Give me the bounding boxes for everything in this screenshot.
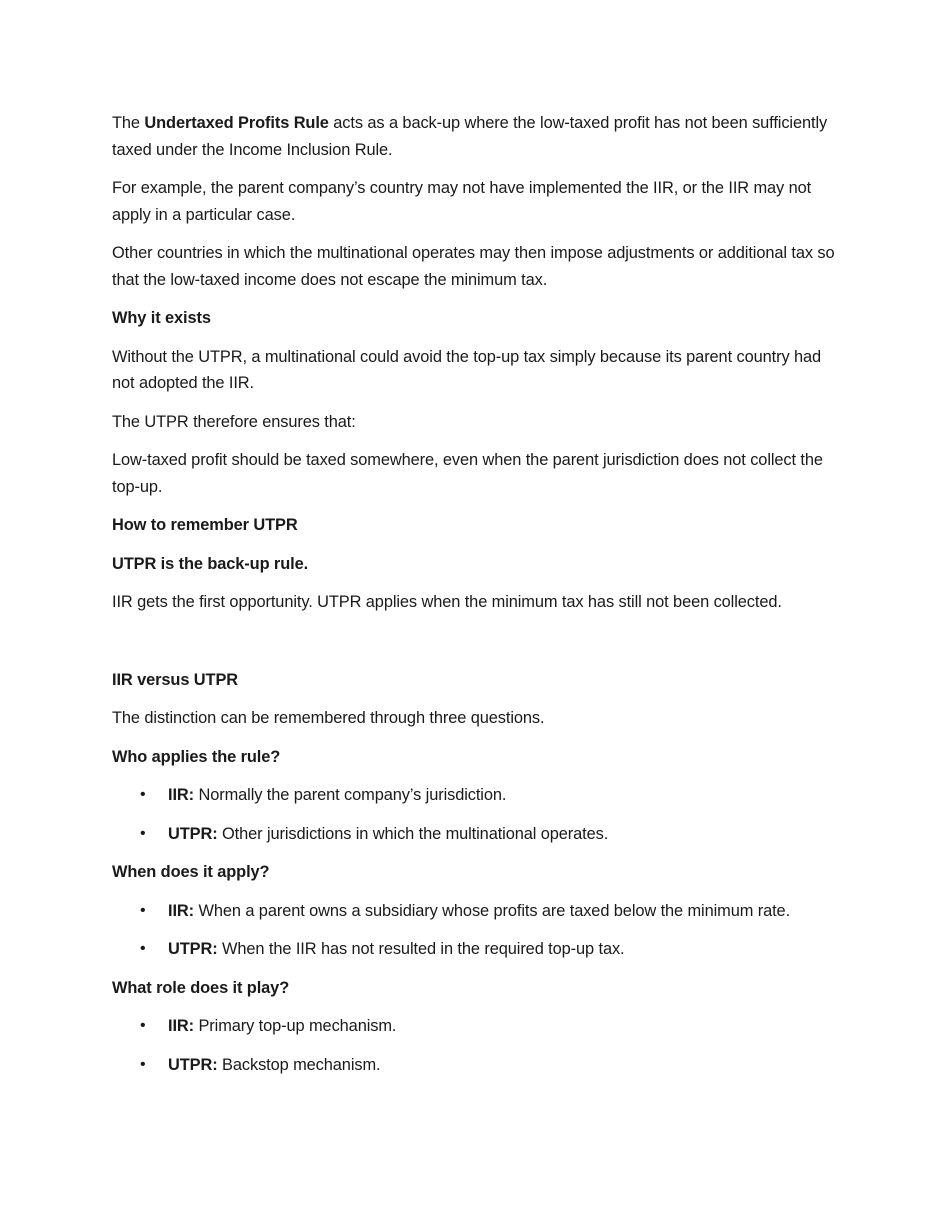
- answer-list-item: [112, 936, 842, 963]
- answer-list: [112, 898, 842, 963]
- intro-paragraph: [112, 110, 842, 163]
- section-spacer: [112, 628, 842, 667]
- bullet-icon: •: [140, 1017, 146, 1034]
- remember-subheading: UTPR is the back-up rule.: [112, 554, 309, 573]
- bullet-icon: •: [140, 824, 146, 842]
- answer-label: UTPR:: [168, 824, 218, 843]
- answer-list-item: [112, 821, 842, 848]
- answer-list-item: [112, 1052, 842, 1079]
- ensures-statement: Low-taxed profit should be taxed somewhere, even when the parent jurisdiction does not collect the top-up.: [112, 451, 823, 496]
- answer-label: UTPR:: [168, 940, 218, 958]
- why-heading: Why it exists: [112, 309, 211, 327]
- answer-list: [112, 782, 842, 847]
- intro-text-pre: The: [112, 114, 145, 132]
- bullet-icon: •: [140, 786, 146, 803]
- answer-text: Other jurisdictions in which the multinational operates.: [217, 824, 609, 843]
- versus-intro: The distinction can be remembered through three questions.: [112, 709, 545, 727]
- bullet-icon: •: [140, 1055, 146, 1073]
- versus-heading: IIR versus UTPR: [112, 670, 239, 689]
- answer-label: IIR:: [168, 1017, 195, 1035]
- ensures-paragraph: The UTPR therefore ensures that:: [112, 412, 356, 431]
- question-heading: What role does it play?: [112, 978, 290, 997]
- remember-paragraph: IIR gets the first opportunity. UTPR applies when the minimum tax has still not been collected.: [112, 593, 782, 611]
- answer-label: IIR:: [168, 786, 195, 804]
- answer-text: When a parent owns a subsidiary whose profits are taxed below the minimum rate.: [194, 901, 791, 920]
- bullet-icon: •: [140, 940, 146, 957]
- undertaxed-profits-rule-term: Undertaxed Profits Rule: [144, 114, 329, 132]
- bullet-icon: •: [140, 901, 146, 919]
- answer-label: UTPR:: [168, 1055, 218, 1074]
- answer-text: When the IIR has not resulted in the required top-up tax.: [217, 940, 625, 958]
- intro-text-post: acts as a back-up where the low-taxed profit has not been sufficiently taxed under the Income Inclusion Rule.: [112, 114, 828, 159]
- answer-list-item: [112, 898, 842, 925]
- why-paragraph: Without the UTPR, a multinational could avoid the top-up tax simply because its parent country had not adopted the IIR.: [112, 347, 822, 392]
- question-heading: When does it apply?: [112, 863, 270, 881]
- example-paragraph: For example, the parent company’s country may not have implemented the IIR, or the IIR may not apply in a particular case.: [112, 179, 812, 224]
- answer-label: IIR:: [168, 901, 195, 920]
- answer-list-item: [112, 1013, 842, 1040]
- document-page: [112, 110, 842, 1090]
- answer-text: Normally the parent company’s jurisdiction.: [194, 786, 507, 804]
- answer-list: [112, 1013, 842, 1078]
- remember-heading: How to remember UTPR: [112, 516, 298, 534]
- other-countries-paragraph: Other countries in which the multinational operates may then impose adjustments or additional tax so that the low-taxed income does not escape the minimum tax.: [112, 244, 835, 289]
- answer-list-item: [112, 782, 842, 809]
- question-heading: Who applies the rule?: [112, 747, 281, 766]
- answer-text: Primary top-up mechanism.: [194, 1017, 397, 1035]
- answer-text: Backstop mechanism.: [217, 1055, 381, 1074]
